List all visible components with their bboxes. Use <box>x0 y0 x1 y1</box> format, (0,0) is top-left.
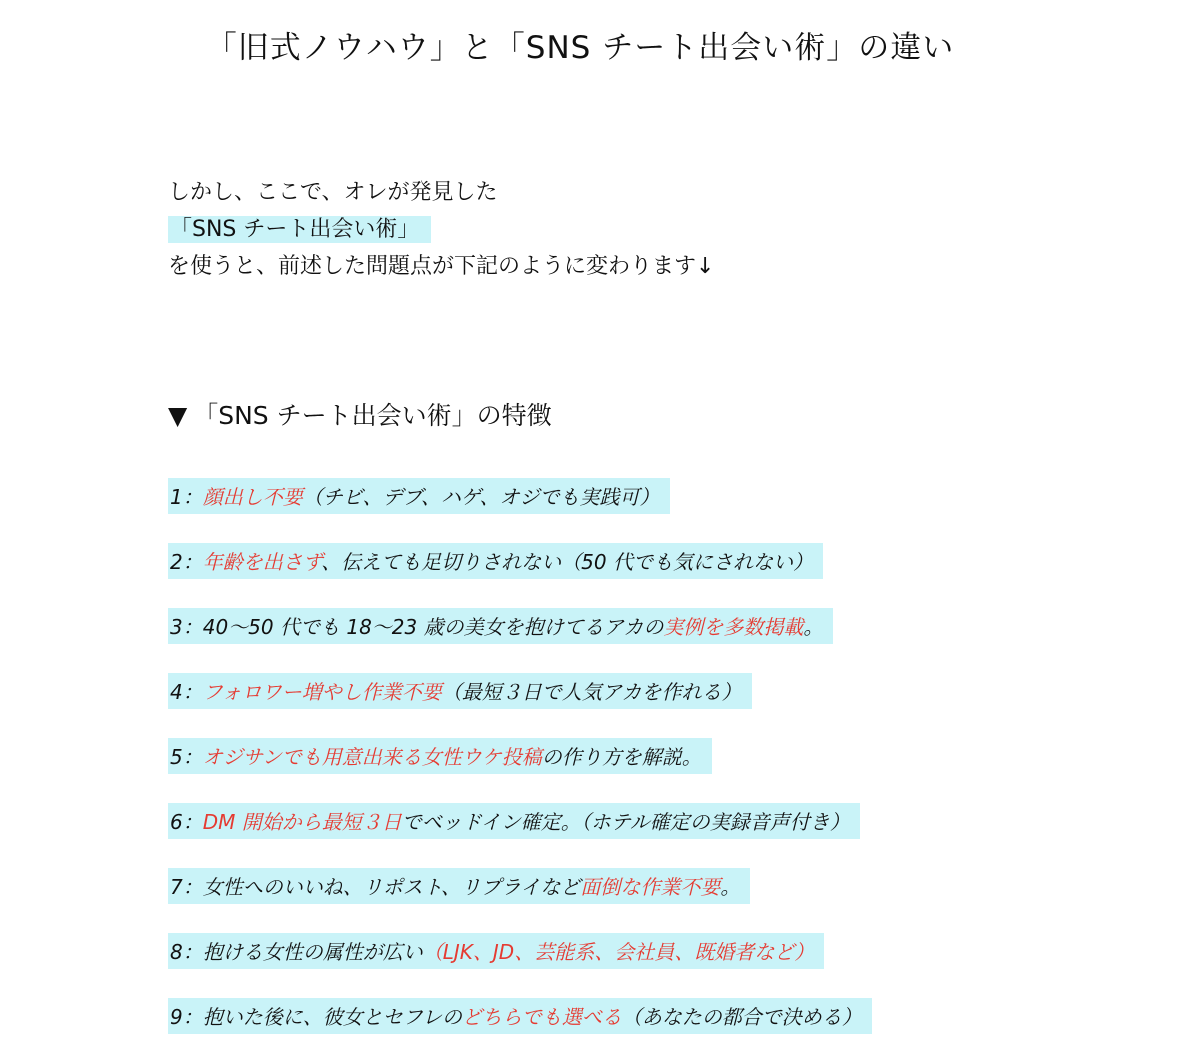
feature-item <box>168 803 872 868</box>
feature-red-text: 顔出し不要 <box>202 485 303 509</box>
feature-red-text-2: 実例を多数掲載 <box>663 615 804 639</box>
feature-number: 5： <box>170 745 203 769</box>
triangle-down-icon: ▼ <box>168 401 188 430</box>
feature-row <box>168 868 750 904</box>
feature-text-2: 。 <box>803 615 824 639</box>
feature-text: （最短３日で人気アカを作れる） <box>441 680 742 704</box>
feature-text: 抱ける女性の属性が広い <box>202 940 423 964</box>
intro-line-1: しかし、ここで、オレが発見した <box>168 180 498 205</box>
feature-row <box>168 673 752 709</box>
feature-red-text: オジサンでも用意出来る女性ウケ投稿 <box>202 745 542 769</box>
feature-number: 9： <box>170 1005 203 1029</box>
feature-item <box>168 608 872 673</box>
feature-list <box>168 478 872 1063</box>
feature-red-text-2: （LJK、JD、芸能系、会社員、既婚者など） <box>422 940 815 964</box>
feature-number: 8： <box>170 940 203 964</box>
feature-row <box>168 933 824 969</box>
feature-red-text: フォロワー増やし作業不要 <box>202 680 442 704</box>
feature-item <box>168 478 872 543</box>
feature-red-text: 年齢を出さず <box>202 550 322 574</box>
feature-red-text-2: 面倒な作業不要 <box>580 875 721 899</box>
feature-text: 抱いた後に、彼女とセフレの <box>202 1005 462 1029</box>
feature-row <box>168 478 670 514</box>
intro-line-2 <box>168 211 714 248</box>
feature-row <box>168 803 860 839</box>
intro-line-3: を使うと、前述した問題点が下記のように変わります↓ <box>168 254 715 279</box>
section-heading-text: 「SNS チート出会い術」の特徴 <box>193 401 552 430</box>
feature-row <box>168 738 712 774</box>
feature-number: 6： <box>170 810 203 834</box>
feature-text: 40〜50 代でも 18〜23 歳の美女を抱けてるアカの <box>202 615 664 639</box>
section-heading <box>168 396 552 432</box>
feature-number: 1： <box>170 485 203 509</box>
feature-red-text-2: どちらでも選べる <box>461 1005 622 1029</box>
feature-row <box>168 608 833 644</box>
feature-item <box>168 998 872 1063</box>
feature-text: 女性へのいいね、リポスト、リプライなど <box>202 875 581 899</box>
feature-red-text: DM 開始から最短３日 <box>202 810 402 834</box>
feature-text: 、伝えても足切りされない（50 代でも気にされない） <box>321 550 813 574</box>
intro-highlight: 「SNS チート出会い術」 <box>168 216 431 243</box>
feature-row <box>168 543 823 579</box>
page-title: 「旧式ノウハウ」と「SNS チート出会い術」の違い <box>205 30 955 66</box>
feature-item <box>168 673 872 738</box>
feature-number: 7： <box>170 875 203 899</box>
feature-item <box>168 933 872 998</box>
feature-item <box>168 738 872 803</box>
feature-number: 2： <box>170 550 203 574</box>
feature-text: でベッドイン確定。（ホテル確定の実録音声付き） <box>401 810 850 834</box>
intro-paragraph <box>168 174 714 285</box>
feature-row <box>168 998 872 1034</box>
feature-text: の作り方を解説。 <box>541 745 702 769</box>
feature-item <box>168 868 872 933</box>
feature-number: 3： <box>170 615 203 639</box>
feature-item <box>168 543 872 608</box>
feature-text-2: 。 <box>720 875 741 899</box>
feature-text: （チビ、デブ、ハゲ、オジでも実践可） <box>302 485 660 509</box>
feature-number: 4： <box>170 680 203 704</box>
feature-text-2: （あなたの都合で決める） <box>621 1005 862 1029</box>
